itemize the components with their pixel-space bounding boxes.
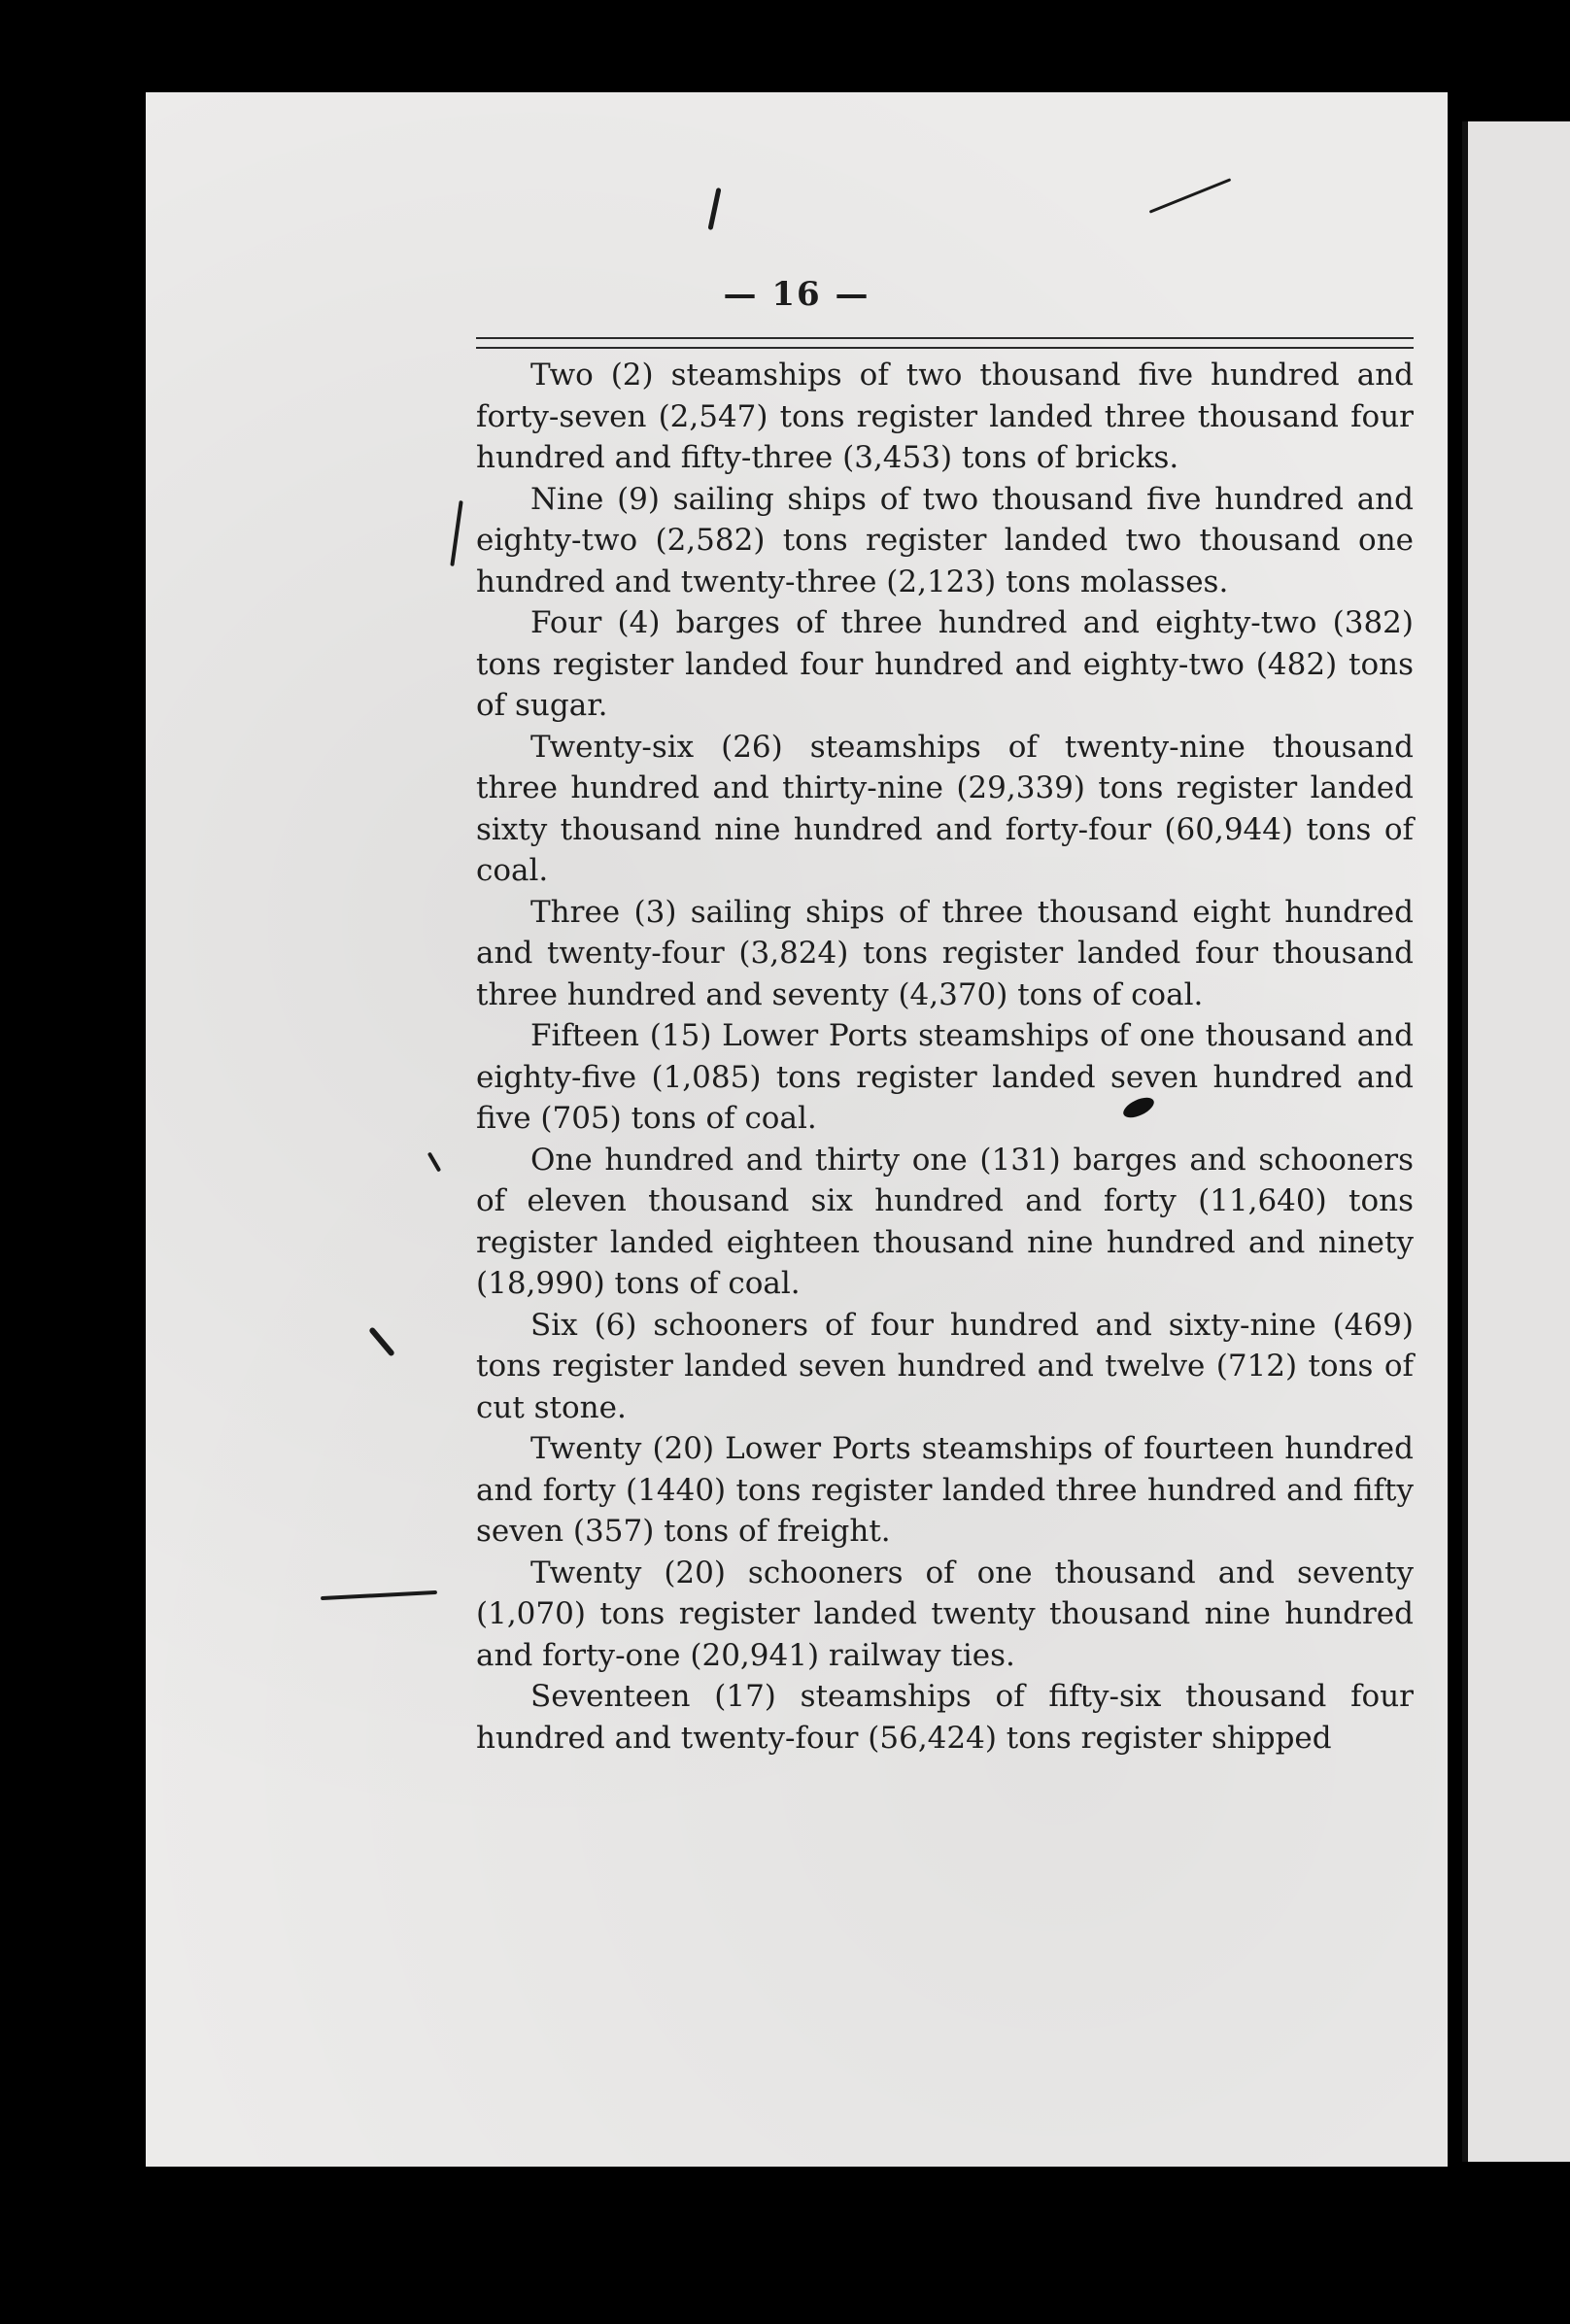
adjacent-page-edge [1462,121,1570,2162]
pencil-curve-mark [1149,178,1232,213]
margin-small-tick-mark [427,1151,441,1172]
header-rule-top [476,337,1414,339]
paragraph-molasses: Nine (9) sailing ships of two thousand five hundred and eighty-two (2,582) tons register landed two thousand one hundred and twenty-three (2,123) tons molasses. [476,481,1414,599]
margin-line-mark [450,500,462,566]
page-number: — 16 — [723,275,870,314]
paragraph-coal-lower-ports: Fifteen (15) Lower Ports steamships of one thousand and eighty-five (1,085) tons register landed seven hundred and five (705) tons of coal. [476,1018,1414,1136]
scanned-page [146,92,1448,2167]
paragraph-coal-sailing: Three (3) sailing ships of three thousand eight hundred and twenty-four (3,824) tons register landed four thousand three hundred and seventy (4,370) tons of coal. [476,894,1414,1012]
paragraph-sugar: Four (4) barges of three hundred and eighty-two (382) tons register landed four hundred and eighty-two (482) tons of sugar. [476,605,1414,723]
paragraph-bricks: Two (2) steamships of two thousand five hundred and forty-seven (2,547) tons register landed three thousand four hundred and fifty-three (3,453) tons of bricks. [476,358,1414,475]
paragraph-shipped: Seventeen (17) steamships of fifty-six thousand four hundred and twenty-four (56,424) tons register shipped [476,1679,1414,1756]
paragraph-coal-barges: One hundred and thirty one (131) barges and schooners of eleven thousand six hundred and forty (11,640) tons register landed eighteen thousand nine hundred and ninety (18,990) tons of coal. [476,1142,1414,1301]
margin-dash-mark [321,1590,437,1600]
page-body [476,355,1414,1759]
paragraph-railway-ties: Twenty (20) schooners of one thousand and seventy (1,070) tons register landed twenty thousand nine hundred and forty-one (20,941) railway ties. [476,1555,1414,1673]
margin-tick-mark [368,1326,395,1356]
scan-background [146,2167,1570,2324]
pencil-stroke-mark [707,188,721,230]
header-rule-bottom [476,347,1414,349]
paragraph-freight: Twenty (20) Lower Ports steamships of fourteen hundred and forty (1440) tons register landed three hundred and fifty seven (357) tons of freight. [476,1431,1414,1549]
paragraph-coal-steamships: Twenty-six (26) steamships of twenty-nine thousand three hundred and thirty-nine (29,339) tons register landed sixty thousand nine hundred and forty-four (60,944) tons of coal. [476,729,1414,888]
paragraph-cut-stone: Six (6) schooners of four hundred and sixty-nine (469) tons register landed seven hundred and twelve (712) tons of cut stone. [476,1307,1414,1425]
